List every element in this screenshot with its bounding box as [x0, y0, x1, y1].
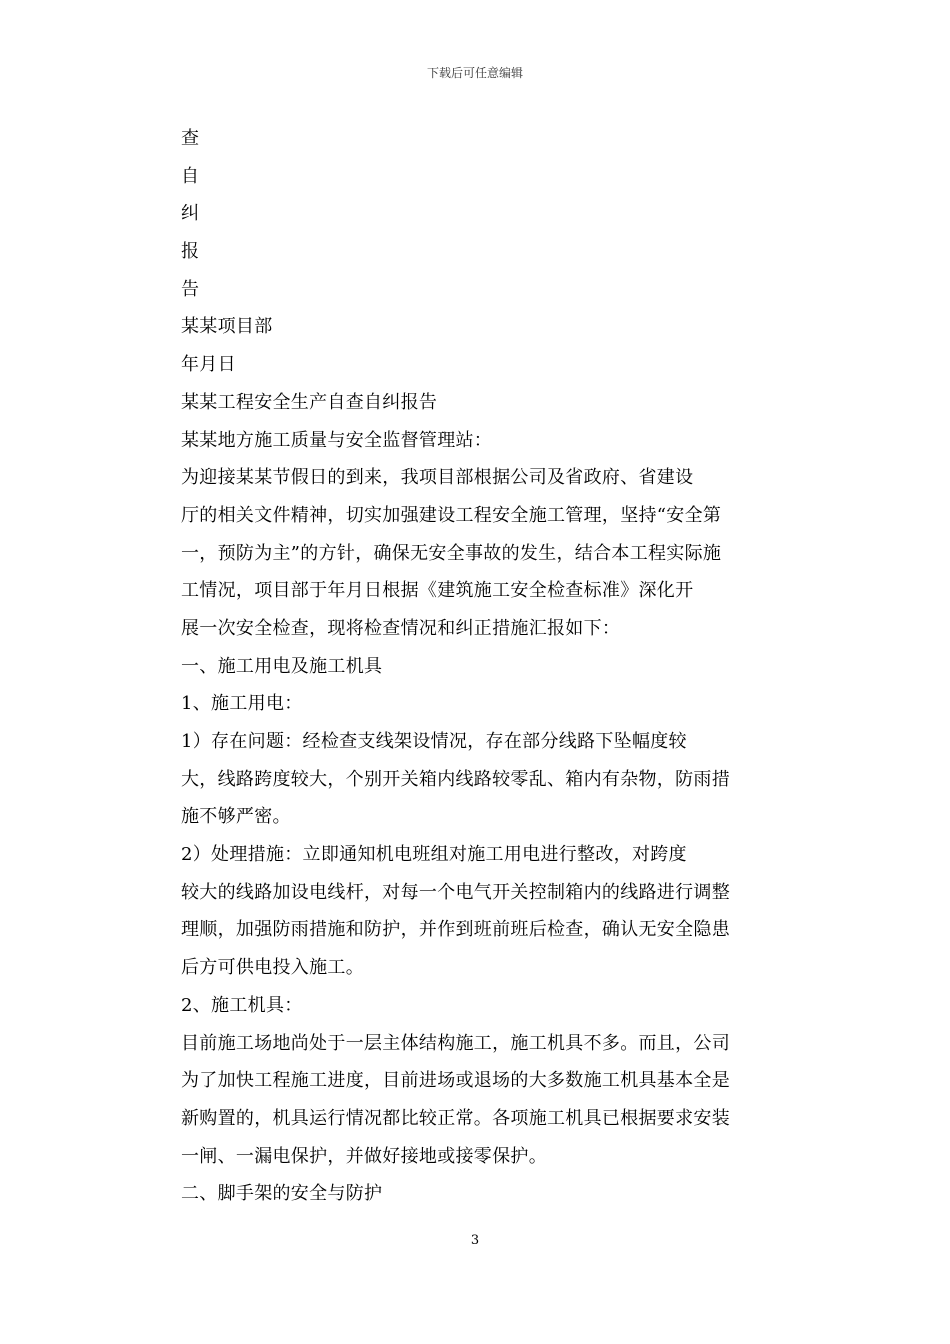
paragraph-line: 为迎接某某节假日的到来，我项目部根据公司及省政府、省建设 [181, 467, 694, 489]
paragraph-line: 大，线路跨度较大，个别开关箱内线路较零乱、箱内有杂物，防雨措 [181, 768, 730, 790]
page-header-note: 下载后可任意编辑 [426, 66, 523, 80]
paragraph-line: 目前施工场地尚处于一层主体结构施工，施工机具不多。而且，公司 [181, 1032, 730, 1054]
section-heading: 一、施工用电及施工机具 [181, 655, 383, 677]
section-heading: 二、脚手架的安全与防护 [181, 1183, 383, 1205]
title-char-2: 自 [181, 165, 200, 187]
paragraph-line: 为了加快工程施工进度，目前进场或退场的大多数施工机具基本全是 [181, 1070, 730, 1092]
paragraph-line: 2）处理措施：立即通知机电班组对施工用电进行整改，对跨度 [181, 844, 687, 866]
title-char-4: 报 [181, 241, 200, 263]
paragraph-line: 新购置的，机具运行情况都比较正常。各项施工机具已根据要求安装 [181, 1107, 730, 1129]
paragraph-line: 工情况，项目部于年月日根据《建筑施工安全检查标准》深化开 [181, 580, 694, 602]
paragraph-line: 一，预防为主”的方针，确保无安全事故的发生，结合本工程实际施 [181, 542, 722, 564]
title-char-3: 纠 [181, 203, 200, 225]
page-number: 3 [470, 1233, 480, 1248]
title-char-1: 查 [181, 128, 200, 149]
report-title: 某某工程安全生产自查自纠报告 [181, 391, 438, 413]
document-body [181, 120, 771, 1213]
paragraph-line: 施不够严密。 [181, 806, 291, 828]
paragraph-line: 厅的相关文件精神，切实加强建设工程安全施工管理，坚持“安全第 [181, 504, 722, 526]
paragraph-line: 一闸、一漏电保护，并做好接地或接零保护。 [181, 1145, 547, 1167]
paragraph-line: 展一次安全检查，现将检查情况和纠正措施汇报如下： [181, 617, 621, 639]
title-char-5: 告 [181, 278, 200, 300]
date-line: 年月日 [181, 354, 236, 376]
subsection-heading: 1、施工用电： [181, 693, 303, 715]
paragraph-line: 较大的线路加设电线杆，对每一个电气开关控制箱内的线路进行调整 [181, 881, 730, 903]
paragraph-line: 理顺，加强防雨措施和防护，并作到班前班后检查，确认无安全隐患 [181, 919, 730, 941]
subsection-heading: 2、施工机具： [181, 994, 303, 1016]
project-department: 某某项目部 [181, 316, 273, 338]
addressee: 某某地方施工质量与安全监督管理站： [181, 429, 493, 451]
paragraph-line: 1）存在问题：经检查支线架设情况，存在部分线路下坠幅度较 [181, 731, 687, 752]
paragraph-line: 后方可供电投入施工。 [181, 957, 364, 979]
